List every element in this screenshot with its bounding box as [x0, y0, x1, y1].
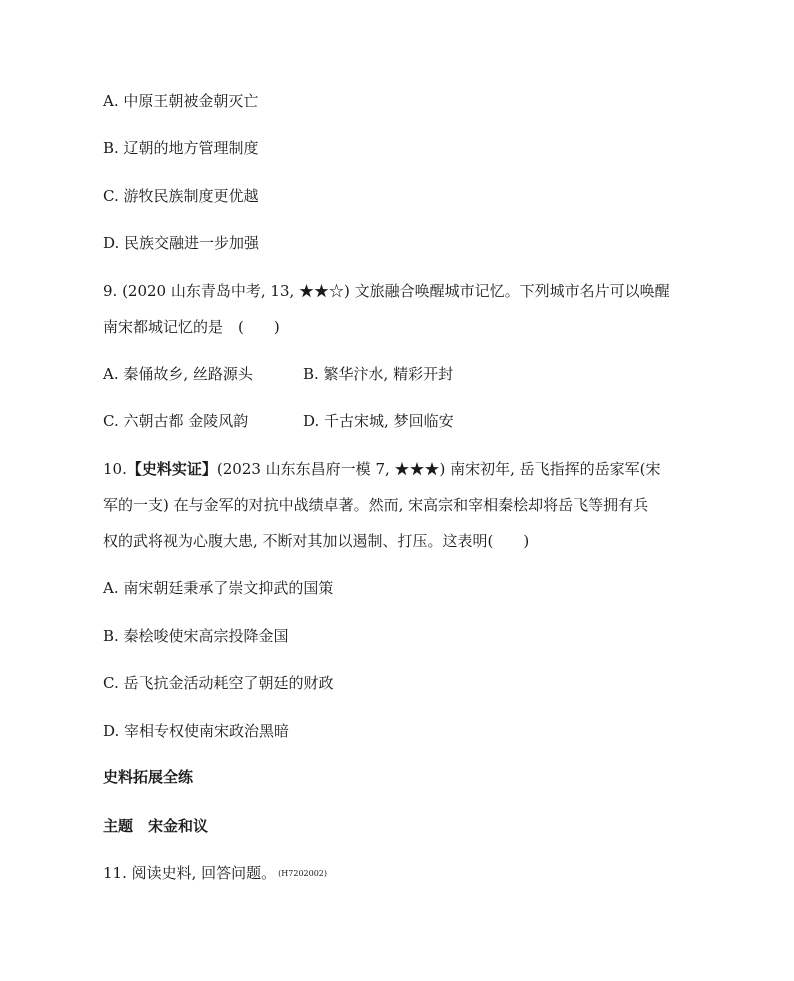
q9-options-row1	[103, 363, 454, 385]
section-theme: 主题 宋金和议	[103, 817, 209, 835]
q10-stem-line3: 权的武将视为心腹大患, 不断对其加以遏制、打压。这表明( )	[103, 532, 530, 550]
q10-stem-line1-rest: (2023 山东东昌府一模 7, ★★★) 南宋初年, 岳飞指挥的岳家军(宋	[216, 460, 661, 478]
q9-stem-line1: 9. (2020 山东青岛中考, 13, ★★☆) 文旅融合唤醒城市记忆。下列城市名片可以唤醒	[103, 282, 670, 300]
q10-number: 10.	[103, 460, 127, 478]
q8-option-c: C. 游牧民族制度更优越	[103, 187, 259, 205]
q10-option-c: C. 岳飞抗金活动耗空了朝廷的财政	[103, 674, 334, 692]
q10-stem-line1	[103, 458, 661, 480]
section-title: 史料拓展全练	[103, 768, 194, 786]
q9-option-b: B. 繁华汴水, 精彩开封	[303, 365, 454, 383]
q9-stem-line2: 南宋都城记忆的是 ( )	[103, 318, 280, 336]
q11-code: (H7202002)	[278, 869, 328, 878]
q11-text: 11. 阅读史料, 回答问题。	[103, 864, 277, 882]
q8-option-b: B. 辽朝的地方管理制度	[103, 139, 259, 157]
q10-tag: 【史料实证】	[126, 460, 217, 478]
q10-option-a: A. 南宋朝廷秉承了崇文抑武的国策	[103, 579, 334, 597]
q9-options-row2	[103, 410, 454, 432]
q10-option-b: B. 秦桧唆使宋高宗投降金国	[103, 627, 289, 645]
q8-option-a: A. 中原王朝被金朝灭亡	[103, 92, 259, 110]
q9-option-d: D. 千古宋城, 梦回临安	[303, 412, 454, 430]
q8-option-d: D. 民族交融进一步加强	[103, 234, 260, 252]
q10-stem-line2: 军的一支) 在与金军的对抗中战绩卓著。然而, 宋高宗和宰相秦桧却将岳飞等拥有兵	[103, 496, 649, 514]
q11-stem	[103, 862, 327, 885]
q9-option-a: A. 秦俑故乡, 丝路源头	[103, 365, 253, 383]
q10-option-d: D. 宰相专权使南宋政治黑暗	[103, 722, 290, 740]
q9-option-c: C. 六朝古都 金陵风韵	[103, 412, 249, 430]
